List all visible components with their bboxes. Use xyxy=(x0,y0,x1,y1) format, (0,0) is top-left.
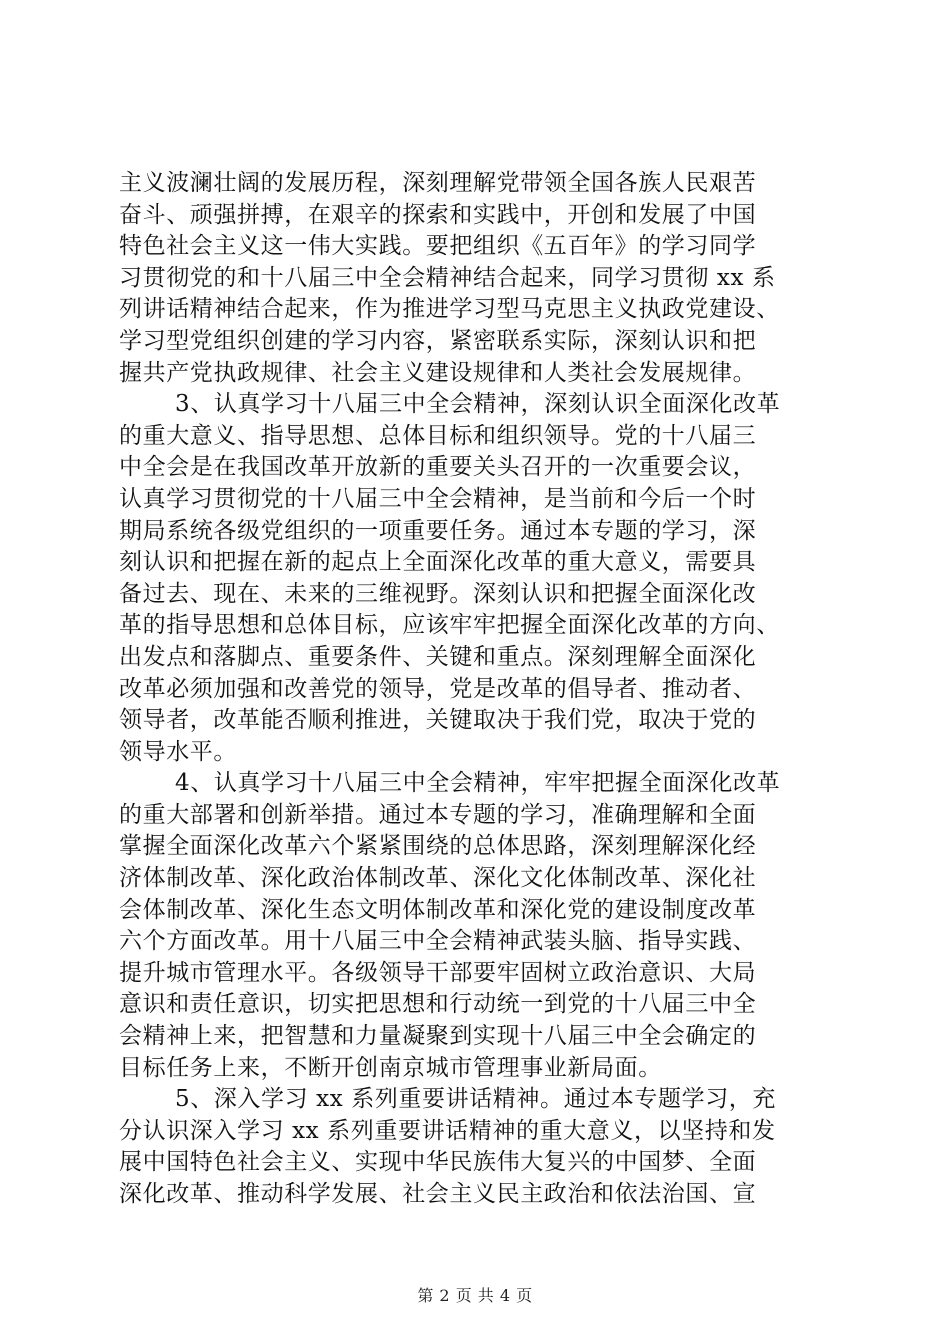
paragraph xyxy=(119,168,831,389)
text-line: 认真学习贯彻党的十八届三中全会精神，是当前和今后一个时 xyxy=(119,485,757,512)
text-line: 特色社会主义这一伟大实践。要把组织《五百年》的学习同学 xyxy=(119,233,757,260)
text-line: 目标任务上来，不断开创南京城市管理事业新局面。 xyxy=(119,1054,662,1081)
text-line: 习贯彻党的和十八届三中全会精神结合起来，同学习贯彻 xx 系 xyxy=(119,264,776,291)
text-line: 改革必须加强和改善党的领导，党是改革的倡导者、推动者、 xyxy=(119,675,757,702)
text-line: 备过去、现在、未来的三维视野。深刻认识和把握全面深化改 xyxy=(119,580,757,607)
text-line: 握共产党执政规律、社会主义建设规律和人类社会发展规律。 xyxy=(119,359,757,386)
paragraph xyxy=(119,1084,831,1210)
text-line: 期局系统各级党组织的一项重要任务。通过本专题的学习，深 xyxy=(119,517,757,544)
text-line: 5、深入学习 xx 系列重要讲话精神。通过本专题学习，充 xyxy=(175,1086,776,1113)
text-line: 中全会是在我国改革开放新的重要关头召开的一次重要会议， xyxy=(119,454,757,481)
text-line: 六个方面改革。用十八届三中全会精神武装头脑、指导实践、 xyxy=(119,928,757,955)
text-line: 出发点和落脚点、重要条件、关键和重点。深刻理解全面深化 xyxy=(119,643,757,670)
text-line: 的重大意义、指导思想、总体目标和组织领导。党的十八届三 xyxy=(119,422,757,449)
text-line: 领导水平。 xyxy=(119,738,237,765)
text-line: 掌握全面深化改革六个紧紧围绕的总体思路，深刻理解深化经 xyxy=(119,833,757,860)
text-line: 列讲话精神结合起来，作为推进学习型马克思主义执政党建设、 xyxy=(119,296,780,323)
text-line: 奋斗、顽强拼搏，在艰辛的探索和实践中，开创和发展了中国 xyxy=(119,201,757,228)
text-line: 济体制改革、深化政治体制改革、深化文化体制改革、深化社 xyxy=(119,865,757,892)
text-line: 领导者，改革能否顺利推进，关键取决于我们党，取决于党的 xyxy=(119,707,757,734)
text-line: 会体制改革、深化生态文明体制改革和深化党的建设制度改革 xyxy=(119,896,757,923)
text-line: 3、认真学习十八届三中全会精神，深刻认识全面深化改革 xyxy=(175,391,781,418)
text-line: 深化改革、推动科学发展、社会主义民主政治和依法治国、宣 xyxy=(119,1181,757,1207)
page-footer: 第 2 页 共 4 页 xyxy=(417,1286,533,1305)
paragraph xyxy=(119,768,831,1084)
text-line: 意识和责任意识，切实把思想和行动统一到党的十八届三中全 xyxy=(119,991,757,1018)
text-line: 分认识深入学习 xx 系列重要讲话精神的重大意义，以坚持和发 xyxy=(119,1117,776,1144)
text-line: 学习型党组织创建的学习内容，紧密联系实际，深刻认识和把 xyxy=(119,327,757,354)
paragraph xyxy=(119,389,831,768)
text-line: 会精神上来，把智慧和力量凝聚到实现十八届三中全会确定的 xyxy=(119,1023,757,1050)
text-line: 革的指导思想和总体目标，应该牢牢把握全面深化改革的方向、 xyxy=(119,612,780,639)
text-line: 的重大部署和创新举措。通过本专题的学习，准确理解和全面 xyxy=(119,801,757,828)
text-line: 4、认真学习十八届三中全会精神，牢牢把握全面深化改革 xyxy=(175,770,781,797)
text-line: 展中国特色社会主义、实现中华民族伟大复兴的中国梦、全面 xyxy=(119,1149,757,1176)
text-line: 刻认识和把握在新的起点上全面深化改革的重大意义，需要具 xyxy=(119,549,757,576)
text-line: 提升城市管理水平。各级领导干部要牢固树立政治意识、大局 xyxy=(119,959,757,986)
text-line: 主义波澜壮阔的发展历程，深刻理解党带领全国各族人民艰苦 xyxy=(119,170,757,196)
document-body xyxy=(119,168,831,1211)
